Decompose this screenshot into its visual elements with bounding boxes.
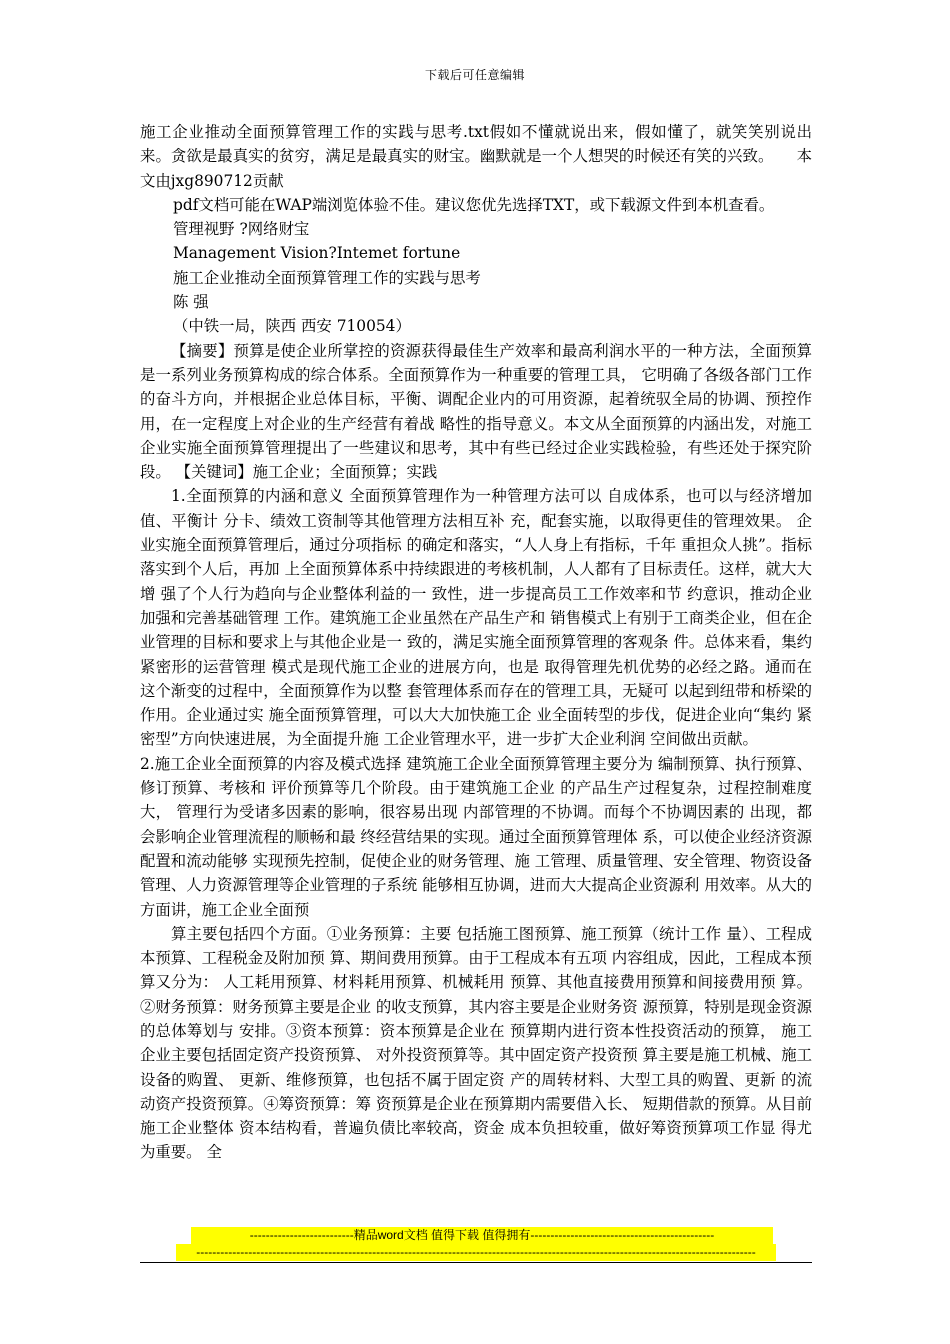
header-note: 下载后可任意编辑 (424, 68, 525, 82)
column-name-en: Management Vision?Intemet fortune (173, 244, 461, 263)
document-body (140, 120, 812, 1165)
footer-banner (176, 1227, 776, 1261)
abstract-paragraph: 【摘要】预算是使企业所掌控的资源获得最佳生产效率和最高利润水平的一种方法，全面预算是一系列业务预算构成的综合体系。全面预算作为一种重要的管理工具， 它明确了各级各部门工作的奋斗方向，并根据企业总体目标，平衡、调配企业内的可用资源，起着统驭全局的协调、预控作用，在一定程度上对企业的生产经营有着战 略性的指导意义。本文从全面预算的内涵出发，对施工企业实施全面预算管理提出了一些建议和思考，其中有些已经过企业实践检验，有些还处于探究阶段。 【关键词】施工企业；全面预算；实践 (140, 341, 812, 482)
intro-paragraph: 施工企业推动全面预算管理工作的实践与思考.txt假如不懂就说出来，假如懂了，就笑笑别说出来。贪欲是最真实的贫穷，满足是最真实的财宝。幽默就是一个人想哭的时候还有笑的兴致。 本文由jxg890712贡献 (140, 123, 812, 190)
section-2-paragraph: 2.施工企业全面预算的内容及模式选择 建筑施工企业全面预算管理主要分为 编制预算、执行预算、修订预算、考核和 评价预算等几个阶段。由于建筑施工企业 的产品生产过程复杂，过程控制难度大， 管理行为受诸多因素的影响，很容易出现 内部管理的不协调。而每个不协调因素的 出现，都会影响企业管理流程的顺畅和最 终经营结果的实现。通过全面预算管理体 系，可以使企业经济资源配置和流动能够 实现预先控制，促使企业的财务管理、施 工管理、质量管理、安全管理、物资设备 管理、人力资源管理等企业管理的子系统 能够相互协调，进而大大提高企业资源利 用效率。从大的方面讲，施工企业全面预 (140, 754, 812, 919)
footer-banner-line-2: -------------------------------------------------------------------------------------------------------------------------------------------- (176, 1244, 776, 1261)
article-title: 施工企业推动全面预算管理工作的实践与思考 (173, 268, 481, 287)
section-1-paragraph: 1.全面预算的内涵和意义 全面预算管理作为一种管理方法可以 自成体系，也可以与经济增加值、平衡计 分卡、绩效工资制等其他管理方法相互补 充，配套实施，以取得更佳的管理效果。 企业实施全面预算管理后，通过分项指标 的确定和落实，“人人身上有指标，千年 重担众人挑”。指标落实到个人后，再加 上全面预算体系中持续跟进的考核机制，人人都有了目标责任。这样，就大大增 强了个人行为趋向与企业整体利益的一 致性，进一步提高员工工作效率和节 约意识，推动企业加强和完善基础管理 工作。建筑施工企业虽然在产品生产和 销售模式上有别于工商类企业，但在企 业管理的目标和要求上与其他企业是一 致的，满足实施全面预算管理的客观条 件。总体来看，集约紧密形的运营管理 模式是现代施工企业的进展方向，也是 取得管理先机优势的必经之路。通而在 这个渐变的过程中，全面预算作为以整 套管理体系而存在的管理工具，无疑可 以起到纽带和桥梁的作用。企业通过实 施全面预算管理，可以大大加快施工企 业全面转型的步伐，促进企业向“集约 紧密型”方向快速进展，为全面提升施 工企业管理水平，进一步扩大企业利润 空间做出贡献。 (140, 487, 812, 749)
section-3-paragraph: 算主要包括四个方面。①业务预算：主要 包括施工图预算、施工预算（统计工作 量）、工程成本预算、工程税金及附加预 算、期间费用预算。由于工程成本有五项 内容组成，因此，工程成本预算又分为： 人工耗用预算、材料耗用预算、机械耗用 预算、其他直接费用预算和间接费用预 算。②财务预算：财务预算主要是企业 的收支预算，其内容主要是企业财务资 源预算，特别是现金资源的总体筹划与 安排。③资本预算：资本预算是企业在 预算期内进行资本性投资活动的预算， 施工企业主要包括固定资产投资预算、 对外投资预算等。其中固定资产投资预 算主要是施工机械、施工设备的购置、 更新、维修预算，也包括不属于固定资 产的周转材料、大型工具的购置、更新 的流动资产投资预算。④筹资预算：筹 资预算是企业在预算期内需要借入长、 短期借款的预算。从目前施工企业整体 资本结构看，普遍负债比率较高，资金 成本负担较重，做好筹资预算项工作显 得尤为重要。 全 (140, 924, 812, 1162)
author-affiliation: （中铁一局，陕西 西安 710054） (173, 317, 411, 336)
footer-banner-line-1: --------------------------精品word文档 值得下载 值得拥有---------------------------------------------- (191, 1227, 773, 1244)
author-name: 陈 强 (173, 293, 209, 312)
bottom-divider (140, 1262, 812, 1263)
column-name: 管理视野 ?网络财宝 (173, 220, 310, 239)
pdf-notice: pdf文档可能在WAP端浏览体验不佳。建议您优先选择TXT，或下载源文件到本机查看。 (173, 195, 775, 214)
